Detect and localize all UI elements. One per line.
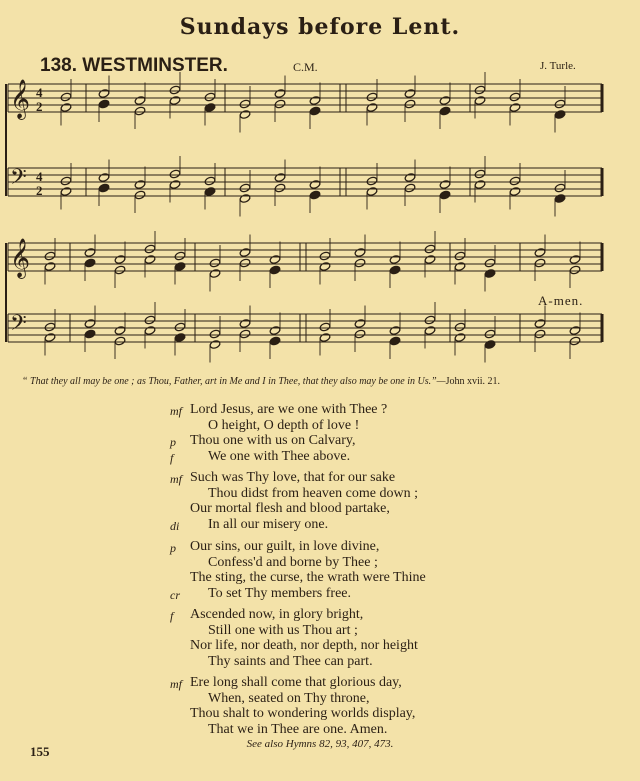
- verse-line: Thou shalt to wondering worlds display,: [190, 706, 416, 721]
- time-signature: 2: [36, 99, 43, 114]
- verse-line: In all our misery one.: [208, 516, 329, 532]
- meter: C.M.: [293, 60, 318, 74]
- quote-text: “ That they all may be one ; as Thou, Father, art in Me and I in Thee, that they also may be one in Us.”—: [22, 376, 446, 387]
- time-signature: 4: [36, 85, 43, 100]
- bass-clef: 𝄢: [10, 311, 27, 341]
- verse-line: To set Thy members free.: [208, 585, 351, 601]
- verse-line: Nor life, nor death, nor depth, nor height: [190, 638, 418, 653]
- dynamic-marking: di: [170, 518, 180, 533]
- page-number: 155: [30, 744, 50, 759]
- see-also-note: See also Hymns 82, 93, 407, 473.: [246, 738, 394, 750]
- verse-line: We one with Thee above.: [208, 448, 351, 464]
- verse-line: That we in Thee are one. Amen.: [208, 721, 388, 737]
- verse-line: Such was Thy love, that for our sake: [190, 470, 396, 485]
- dynamic-marking: mf: [170, 677, 182, 691]
- verse-line: Our mortal flesh and blood partake,: [190, 501, 390, 516]
- dynamic-marking: f: [170, 609, 174, 623]
- dynamic-marking: p: [170, 435, 176, 449]
- treble-clef: 𝄞: [10, 79, 31, 119]
- tune-name: WESTMINSTER.: [82, 55, 228, 76]
- dynamic-marking: p: [170, 541, 176, 555]
- verse-line: Thou one with us on Calvary,: [190, 433, 356, 448]
- time-signature: 4: [36, 169, 43, 184]
- composer: J. Turle.: [540, 60, 576, 72]
- verse-line: Ere long shall come that glorious day,: [190, 675, 402, 690]
- dynamic-marking: cr: [170, 587, 180, 602]
- verse-line: The sting, the curse, the wrath were Thine: [190, 570, 426, 585]
- verse-line: O height, O depth of love !: [208, 417, 360, 433]
- quote-reference: John xvii. 21.: [445, 376, 501, 387]
- dynamic-marking: mf: [170, 404, 182, 418]
- treble-clef: 𝄞: [10, 238, 31, 278]
- verse-line: Thou didst from heaven come down ;: [208, 485, 418, 501]
- verse-line: Thy saints and Thee can part.: [208, 653, 373, 669]
- verse-line: Still one with us Thou art ;: [208, 622, 358, 638]
- verse-line: Lord Jesus, are we one with Thee ?: [190, 402, 388, 417]
- verse-line: Ascended now, in glory bright,: [190, 607, 364, 622]
- bass-clef: 𝄢: [10, 165, 27, 195]
- verse-line: Confess'd and borne by Thee ;: [208, 554, 378, 570]
- dynamic-marking: f: [170, 450, 174, 465]
- amen-lyric: A-men.: [538, 293, 584, 308]
- verse-line: When, seated on Thy throne,: [208, 690, 370, 706]
- time-signature: 2: [36, 183, 43, 198]
- dynamic-marking: mf: [170, 472, 182, 486]
- hymn-number: 138.: [40, 55, 77, 76]
- page-header: Sundays before Lent.: [179, 14, 461, 40]
- verse-line: Our sins, our guilt, in love divine,: [190, 539, 380, 554]
